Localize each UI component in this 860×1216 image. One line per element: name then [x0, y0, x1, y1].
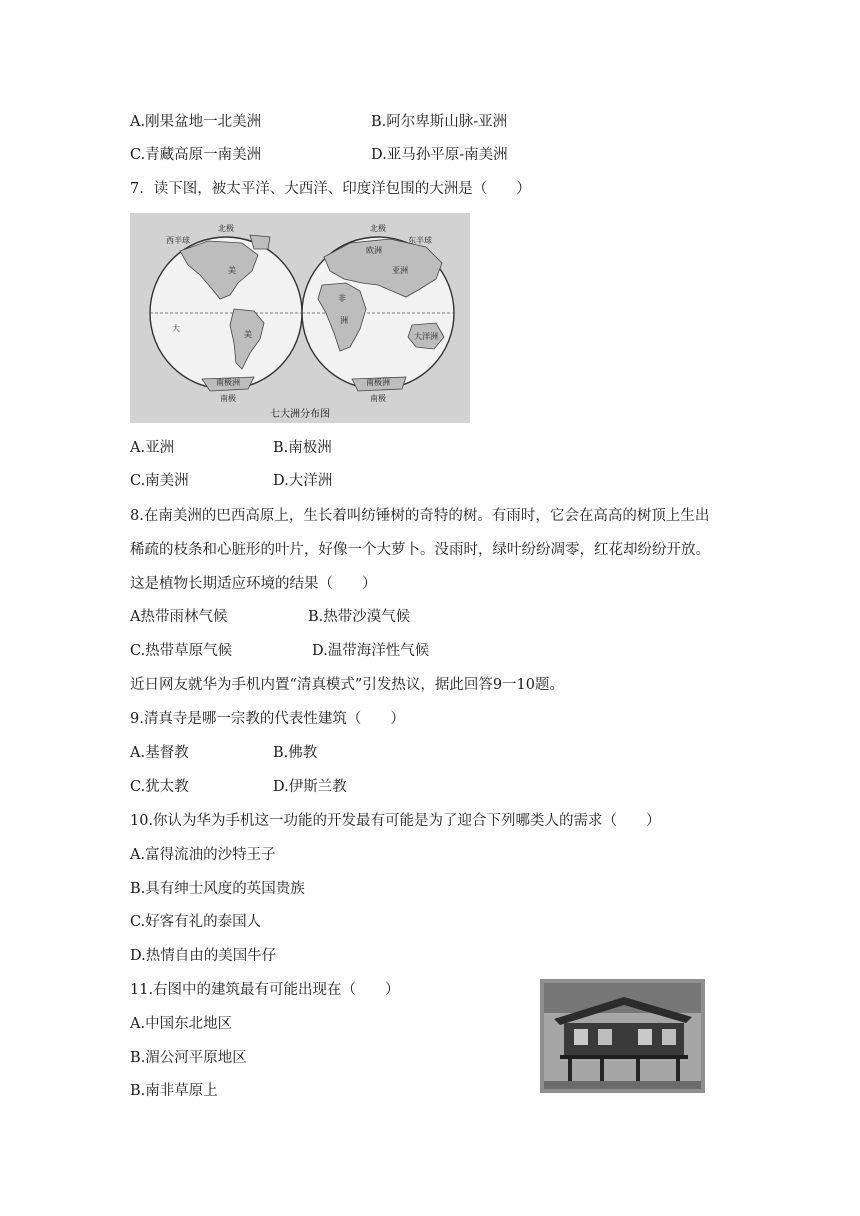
q10-option-c: C.好客有礼的泰国人 [130, 914, 262, 930]
q9-10-intro: 近日网友就华为手机内置“清真模式”引发热议，据此回答9一10题。 [130, 677, 564, 693]
q10-option-a: A.富得流油的沙特王子 [130, 847, 276, 863]
map-label-pacific: 大 [172, 324, 180, 333]
map-svg [130, 213, 470, 423]
q9-option-c: C.犹太教 [130, 779, 189, 795]
q10-option-d: D.热情自由的美国牛仔 [130, 948, 277, 964]
q11-stem: 11.右图中的建筑最有可能出现在（ ） [130, 982, 400, 998]
house-photo-svg [540, 979, 705, 1093]
q8-option-a: A热带雨林气候 [130, 609, 228, 625]
map-label-africa-2: 洲 [340, 316, 348, 325]
map-label-western-hemisphere: 西半球 [166, 236, 190, 245]
q7-stem: 7．读下图，被太平洋、大西洋、印度洋包围的大洲是（ ） [130, 181, 531, 197]
world-continents-map [130, 213, 470, 423]
q7-option-a: A.亚洲 [130, 440, 175, 456]
map-label-south-pole-right: 南极 [370, 394, 386, 403]
map-label-north-pole-left: 北极 [218, 224, 234, 233]
q9-stem: 9.清真寺是哪一宗教的代表性建筑（ ） [130, 711, 405, 727]
q10-option-b: B.具有绅士风度的英国贵族 [130, 881, 305, 897]
map-label-antarctica-left: 南极洲 [216, 378, 240, 387]
q6-option-b: B.阿尔卑斯山脉-亚洲 [371, 114, 508, 130]
q11-option-a: A.中国东北地区 [130, 1016, 233, 1032]
map-label-north-america: 美 [228, 266, 236, 275]
q6-option-c: C.青藏高原一南美洲 [130, 147, 262, 163]
map-label-eastern-hemisphere: 东半球 [408, 236, 432, 245]
map-caption: 七大洲分布图 [270, 409, 330, 420]
q8-line-1: 8.在南美洲的巴西高原上，生长着叫纺锤树的奇特的树。有雨时，它会在高高的树顶上生出 [130, 508, 710, 524]
q11-option-b: B.湄公河平原地区 [130, 1050, 247, 1066]
q9-option-b: B.佛教 [273, 745, 318, 761]
map-label-north-pole-right: 北极 [370, 224, 386, 233]
q9-option-d: D.伊斯兰教 [273, 779, 347, 795]
q7-option-b: B.南极洲 [273, 440, 332, 456]
map-label-oceania: 大洋洲 [414, 332, 438, 341]
q9-option-a: A.基督教 [130, 745, 189, 761]
q11-option-c: B.南非草原上 [130, 1083, 218, 1099]
q8-line-3: 这是植物长期适应环境的结果（ ） [130, 576, 377, 592]
q8-line-2: 稀疏的枝条和心脏形的叶片，好像一个大萝卜。没雨时，绿叶纷纷凋零，红花却纷纷开放。 [130, 542, 710, 558]
map-label-asia: 亚洲 [392, 266, 408, 275]
map-label-south-pole-left: 南极 [220, 394, 236, 403]
map-label-antarctica-right: 南极洲 [366, 378, 390, 387]
q6-option-d: D.亚马孙平原-南美洲 [371, 147, 508, 163]
map-label-africa: 非 [338, 294, 346, 303]
q8-option-c: C.热带草原气候 [130, 643, 233, 659]
q7-option-c: C.南美洲 [130, 473, 189, 489]
q8-option-b: B.热带沙漠气候 [308, 609, 411, 625]
q10-stem: 10.你认为华为手机这一功能的开发最有可能是为了迎合下列哪类人的需求（ ） [130, 813, 661, 829]
stilt-house-photo [540, 979, 705, 1093]
map-label-europe: 欧洲 [366, 246, 382, 255]
q6-option-a: A.刚果盆地一北美洲 [130, 114, 262, 130]
map-label-south-america: 美 [244, 330, 252, 339]
q7-option-d: D.大洋洲 [273, 473, 333, 489]
q8-option-d: D.温带海洋性气候 [312, 643, 430, 659]
